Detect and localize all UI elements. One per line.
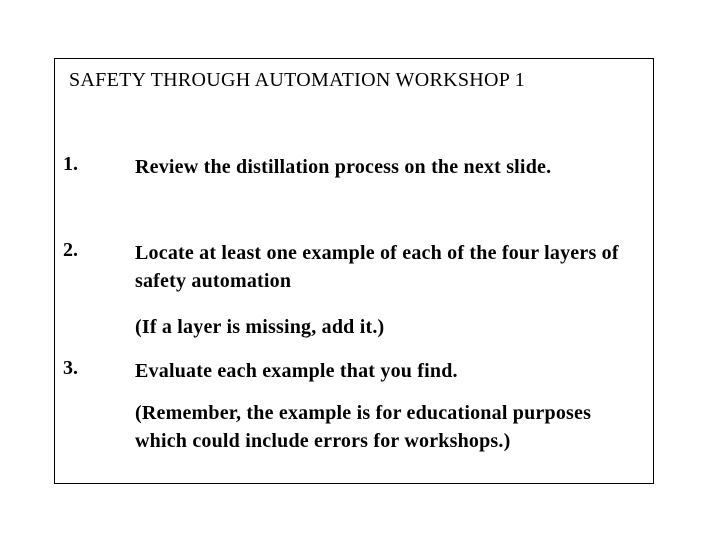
- slide-frame: [54, 58, 654, 484]
- item-2-text: Locate at least one example of each of the four layers of safety automation: [135, 242, 619, 292]
- slide-title: SAFETY THROUGH AUTOMATION WORKSHOP 1: [69, 69, 526, 91]
- item-3-text: Evaluate each example that you find.: [135, 360, 458, 382]
- item-1-number: 1.: [63, 153, 78, 175]
- item-3-note: (Remember, the example is for educational purposes which could include errors for workshops.): [135, 402, 592, 452]
- item-1-text: Review the distillation process on the next slide.: [135, 156, 552, 178]
- item-2-number: 2.: [63, 239, 78, 261]
- item-3-number: 3.: [63, 357, 78, 379]
- item-2-note: (If a layer is missing, add it.): [135, 316, 385, 338]
